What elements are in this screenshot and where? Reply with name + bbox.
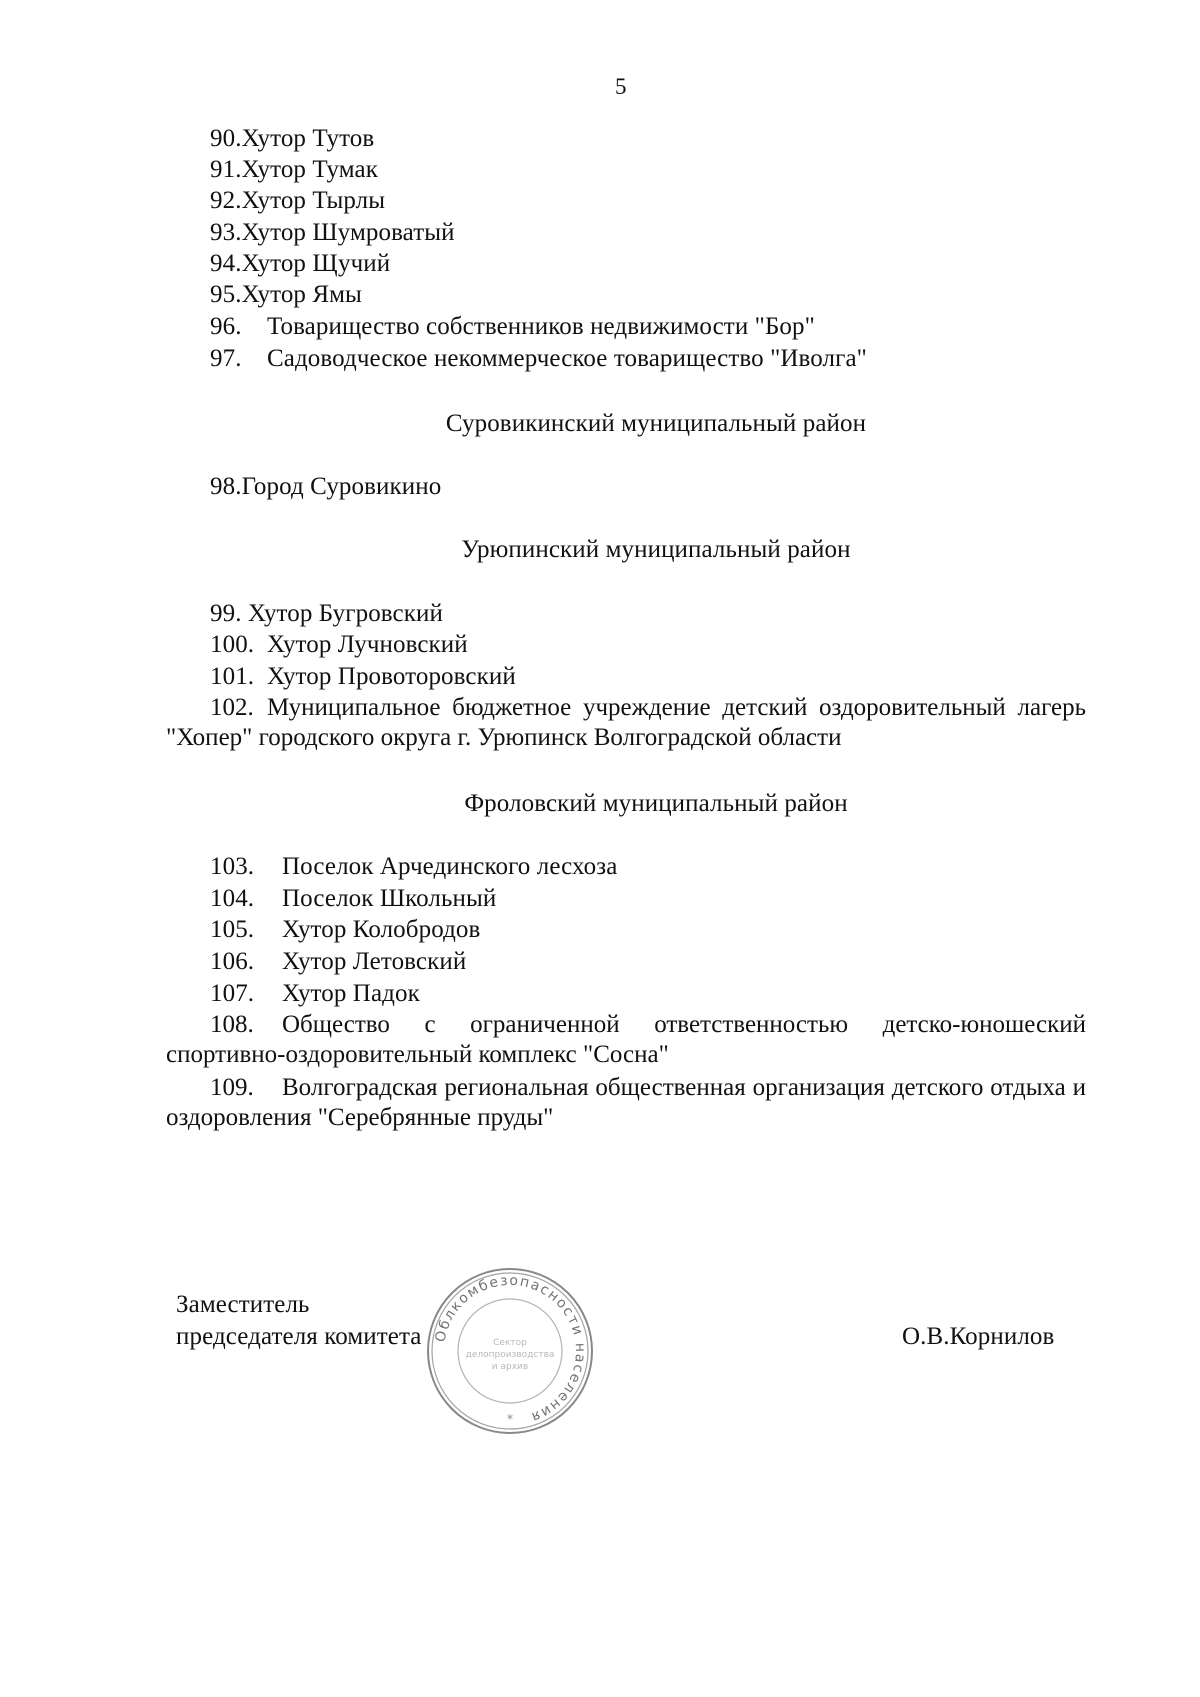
item-number: 92.	[210, 187, 242, 214]
item-number: 93.	[210, 219, 242, 246]
item-text: Садоводческое некоммерческое товарищество "Иволга"	[267, 345, 867, 372]
list-item	[210, 186, 385, 216]
list-item	[210, 472, 441, 502]
item-text: Хутор Лучновский	[267, 631, 468, 658]
item-text: Муниципальное бюджетное учреждение детский оздоровительный лагерь "Хопер" городского округа г. Урюпинск Волгоградской области	[166, 694, 1086, 751]
item-text: Поселок Школьный	[282, 885, 497, 912]
signer-name: О.В.Корнилов	[902, 1323, 1055, 1350]
item-number: 108.	[210, 1011, 254, 1038]
item-number: 102.	[210, 694, 254, 721]
list-item	[210, 979, 420, 1009]
list-item	[166, 1073, 1086, 1133]
svg-text:и архив: и архив	[491, 1362, 529, 1372]
item-text: Хутор Колобродов	[282, 916, 481, 943]
item-number: 104.	[210, 885, 255, 912]
item-text: Общество с ограниченной ответственностью детско-юношеский спортивно-оздоровительный комплекс "Сосна"	[166, 1011, 1086, 1068]
svg-text:делопроизводства: делопроизводства	[465, 1350, 555, 1360]
item-number: 95.	[210, 281, 242, 308]
item-number: 97.	[210, 345, 242, 372]
item-text: Хутор Провоторовский	[267, 663, 516, 690]
item-text: Хутор Бугровский	[248, 600, 443, 627]
list-item	[210, 249, 390, 279]
item-text: Хутор Ямы	[241, 281, 362, 308]
list-item	[210, 124, 374, 154]
list-item	[210, 344, 867, 374]
item-text: Хутор Тырлы	[241, 187, 386, 214]
item-text: Хутор Шумроватый	[241, 219, 455, 246]
page-number: 5	[615, 74, 627, 99]
svg-text:Облкомбезопасности населения: Облкомбезопасности населения	[432, 1272, 589, 1426]
item-number: 99.	[210, 600, 242, 627]
item-number: 109.	[210, 1074, 254, 1101]
item-number: 100.	[210, 631, 255, 658]
list-item	[210, 155, 378, 185]
section-heading: Суровикинский муниципальный район	[445, 410, 867, 437]
item-text: Город Суровикино	[241, 473, 442, 500]
list-item	[210, 312, 815, 342]
list-item	[210, 662, 516, 692]
list-item	[210, 947, 466, 977]
item-number: 107.	[210, 980, 255, 1007]
item-number: 105.	[210, 916, 255, 943]
list-item	[210, 280, 362, 310]
item-number: 103.	[210, 853, 255, 880]
section-heading: Фроловский муниципальный район	[464, 790, 848, 817]
list-item	[166, 1010, 1086, 1070]
item-number: 96.	[210, 313, 242, 340]
item-text: Товарищество собственников недвижимости "Бор"	[267, 313, 815, 340]
item-number: 101.	[210, 663, 255, 690]
list-item	[210, 218, 455, 248]
list-item	[210, 884, 496, 914]
item-text: Хутор Тутов	[241, 125, 375, 152]
section-heading: Урюпинский муниципальный район	[461, 536, 851, 563]
official-stamp	[424, 1265, 596, 1437]
item-number: 91.	[210, 156, 242, 183]
item-text: Хутор Падок	[282, 980, 420, 1007]
svg-text:*: *	[507, 1412, 513, 1426]
item-text: Поселок Арчединского лесхоза	[282, 853, 618, 880]
signer-title-line2: председателя комитета	[176, 1323, 422, 1350]
svg-text:Сектор: Сектор	[493, 1338, 527, 1348]
list-item	[210, 852, 617, 882]
item-number: 90.	[210, 125, 242, 152]
item-text: Волгоградская региональная общественная организация детского отдыха и оздоровления "Серебрянные пруды"	[166, 1074, 1086, 1131]
item-number: 98.	[210, 473, 242, 500]
item-number: 94.	[210, 250, 242, 277]
item-text: Хутор Щучий	[241, 250, 391, 277]
list-item	[210, 599, 443, 629]
item-text: Хутор Летовский	[282, 948, 467, 975]
item-number: 106.	[210, 948, 255, 975]
list-item	[210, 630, 468, 660]
list-item	[166, 693, 1086, 753]
signer-title-line1: Заместитель	[176, 1291, 310, 1318]
item-text: Хутор Тумак	[241, 156, 378, 183]
list-item	[210, 915, 480, 945]
